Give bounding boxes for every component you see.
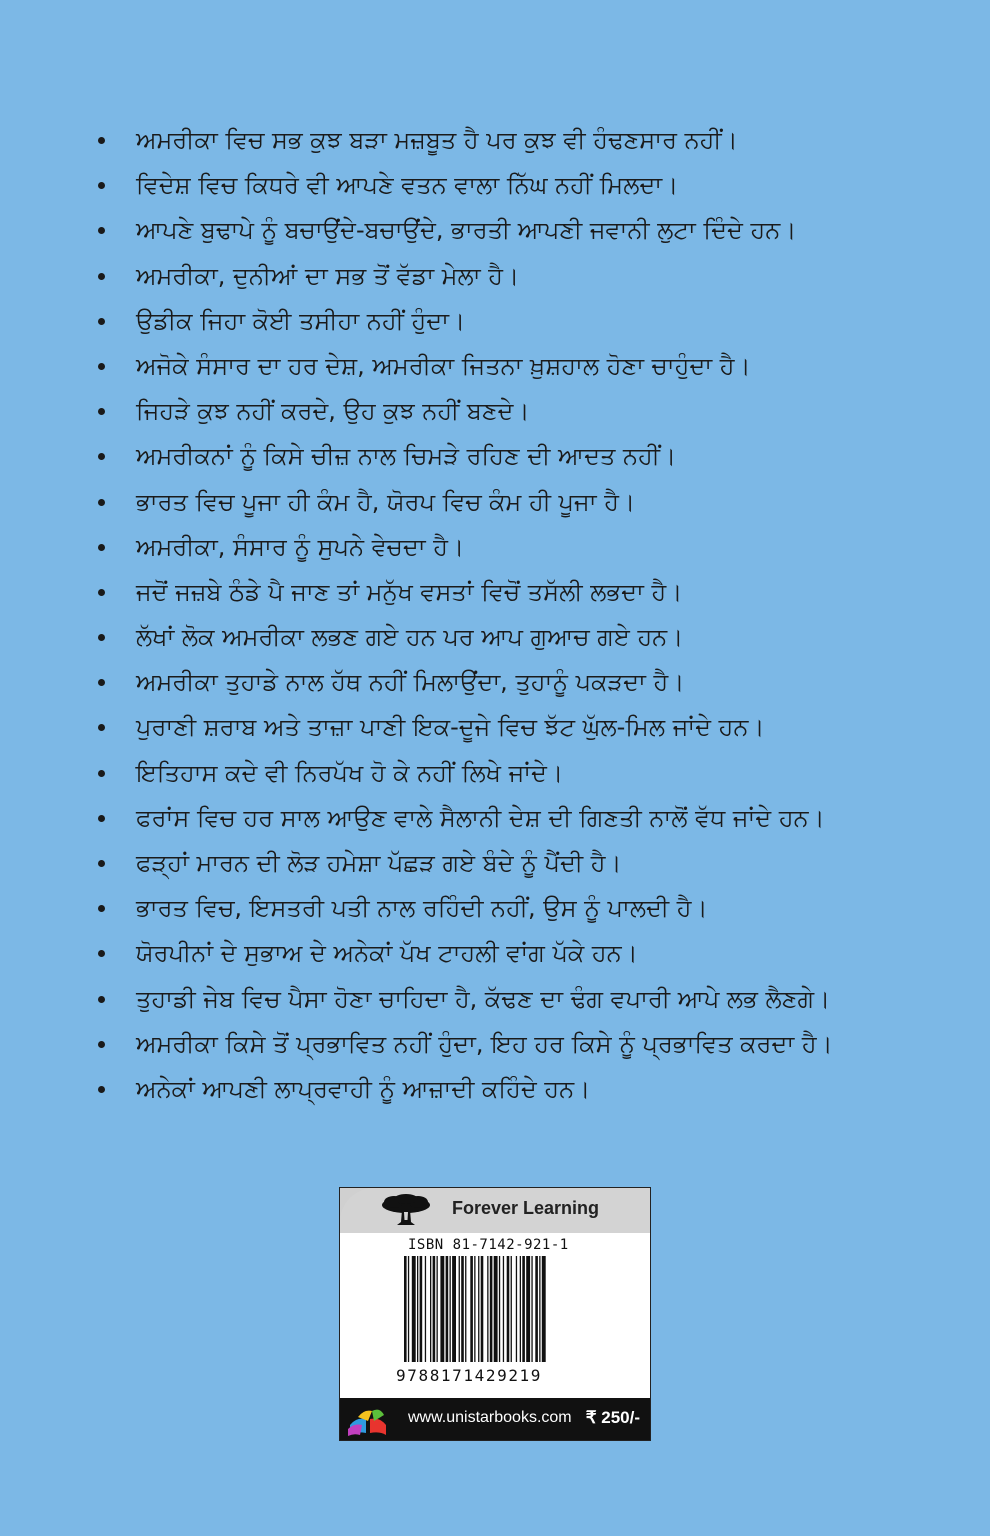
barcode-bar <box>412 1256 416 1362</box>
barcode-bar <box>417 1256 418 1362</box>
bullet-icon <box>98 770 105 777</box>
quote-item <box>98 434 958 479</box>
barcode-bar <box>511 1256 512 1362</box>
barcode-panel <box>339 1187 651 1441</box>
barcode-bar <box>474 1256 475 1362</box>
quote-text: ਯੋਰਪੀਨਾਂ ਦੇ ਸੁਭਾਅ ਦੇ ਅਨੇਕਾਂ ਪੱਖ ਟਾਹਲੀ ਵਾਂਗ ਪੱਕੇ ਹਨ। <box>136 939 638 968</box>
bullet-icon <box>98 499 105 506</box>
quote-item <box>98 886 958 931</box>
quote-text: ਫਰਾਂਸ ਵਿਚ ਹਰ ਸਾਲ ਆਉਣ ਵਾਲੇ ਸੈਲਾਨੀ ਦੇਸ਼ ਦੀ ਗਿਣਤੀ ਨਾਲੋਂ ਵੱਧ ਜਾਂਦੇ ਹਨ। <box>136 803 825 832</box>
quote-text: ਅਨੇਕਾਂ ਆਪਣੀ ਲਾਪ੍ਰਵਾਹੀ ਨੂੰ ਆਜ਼ਾਦੀ ਕਹਿੰਦੇ ਹਨ। <box>136 1074 591 1103</box>
bullet-icon <box>98 408 105 415</box>
isbn-label: ISBN 81-7142-921-1 <box>408 1237 569 1253</box>
barcode-bar <box>487 1256 488 1362</box>
bullet-icon <box>98 182 105 189</box>
bullet-icon <box>98 1041 105 1048</box>
quote-item <box>98 796 958 841</box>
quote-text: ਇਤਿਹਾਸ ਕਦੇ ਵੀ ਨਿਰਪੱਖ ਹੋ ਕੇ ਨਹੀਂ ਲਿਖੇ ਜਾਂਦੇ। <box>136 758 564 787</box>
quote-text: ਤੁਹਾਡੀ ਜੇਬ ਵਿਚ ਪੈਸਾ ਹੋਣਾ ਚਾਹਿਦਾ ਹੈ, ਕੱਢਣ ਦਾ ਢੰਗ ਵਪਾਰੀ ਆਪੇ ਲਭ ਲੈਣਗੇ। <box>136 984 831 1013</box>
barcode-bar <box>516 1256 517 1362</box>
bullet-icon <box>98 1086 105 1093</box>
bullet-icon <box>98 634 105 641</box>
barcode-bar <box>499 1256 500 1362</box>
tree-icon <box>380 1194 432 1228</box>
barcode-bar <box>520 1256 521 1362</box>
quote-text: ਅਮਰੀਕਾ, ਸੰਸਾਰ ਨੂੰ ਸੁਪਨੇ ਵੇਚਦਾ ਹੈ। <box>136 532 465 561</box>
barcode-bar <box>507 1256 510 1362</box>
quote-text: ਅਮਰੀਕਾ ਤੁਹਾਡੇ ਨਾਲ ਹੱਥ ਨਹੀਂ ਮਿਲਾਉਂਦਾ, ਤੁਹਾਨੂੰ ਪਕੜਦਾ ਹੈ। <box>136 668 685 697</box>
quote-item <box>98 254 958 299</box>
quote-text: ਅਜੋਕੇ ਸੰਸਾਰ ਦਾ ਹਰ ਦੇਸ਼, ਅਮਰੀਕਾ ਜਿਤਨਾ ਖ਼ੁਸ਼ਹਾਲ ਹੋਣਾ ਚਾਹੁੰਦਾ ਹੈ। <box>136 351 751 380</box>
bullet-icon <box>98 544 105 551</box>
quote-item <box>98 344 958 389</box>
panel-footer <box>340 1398 650 1440</box>
quote-text: ਭਾਰਤ ਵਿਚ, ਇਸਤਰੀ ਪਤੀ ਨਾਲ ਰਹਿੰਦੀ ਨਹੀਂ, ਉਸ ਨੂੰ ਪਾਲਦੀ ਹੈ। <box>136 894 708 923</box>
barcode-bars <box>404 1256 584 1366</box>
bullet-icon <box>98 679 105 686</box>
barcode-bar <box>425 1256 426 1362</box>
bullet-icon <box>98 905 105 912</box>
barcode-bar <box>440 1256 444 1362</box>
quote-item <box>98 570 958 615</box>
quote-text: ਉਡੀਕ ਜਿਹਾ ਕੋਈ ਤਸੀਹਾ ਨਹੀਂ ਹੁੰਦਾ। <box>136 306 466 335</box>
ean-number: 9788171429219 <box>396 1366 543 1385</box>
quote-text: ਅਮਰੀਕਨਾਂ ਨੂੰ ਕਿਸੇ ਚੀਜ਼ ਨਾਲ ਚਿਮੜੇ ਰਹਿਣ ਦੀ ਆਦਤ ਨਹੀਂ। <box>136 442 677 471</box>
barcode-bar <box>542 1256 546 1362</box>
bullet-icon <box>98 363 105 370</box>
barcode-bar <box>470 1256 473 1362</box>
quote-text: ਪੁਰਾਣੀ ਸ਼ਰਾਬ ਅਤੇ ਤਾਜ਼ਾ ਪਾਣੀ ਇਕ-ਦੂਜੇ ਵਿਚ ਝੱਟ ਘੁੱਲ-ਮਿਲ ਜਾਂਦੇ ਹਨ। <box>136 713 765 742</box>
quote-text: ਅਮਰੀਕਾ ਵਿਚ ਸਭ ਕੁਝ ਬੜਾ ਮਜ਼ਬੂਤ ਹੈ ਪਰ ਕੁਝ ਵੀ ਹੰਢਣਸਾਰ ਨਹੀਂ। <box>136 126 738 154</box>
quote-item <box>98 525 958 570</box>
quote-item <box>98 480 958 525</box>
barcode-bar <box>404 1256 407 1362</box>
quote-text: ਲੱਖਾਂ ਲੋਕ ਅਮਰੀਕਾ ਲਭਣ ਗਏ ਹਨ ਪਰ ਆਪ ਗੁਆਚ ਗਏ ਹਨ। <box>136 623 684 652</box>
barcode-bar <box>535 1256 538 1362</box>
barcode-bar <box>539 1256 540 1362</box>
barcode-bar <box>437 1256 438 1362</box>
barcode-bar <box>526 1256 530 1362</box>
barcode-bar <box>478 1256 479 1362</box>
quote-item <box>98 841 958 886</box>
quote-text: ਵਿਦੇਸ਼ ਵਿਚ ਕਿਧਰੇ ਵੀ ਆਪਣੇ ਵਤਨ ਵਾਲਾ ਨਿੱਘ ਨਹੀਂ ਮਿਲਦਾ। <box>136 171 679 200</box>
quote-item <box>98 615 958 660</box>
bullet-icon <box>98 589 105 596</box>
barcode-bar <box>494 1256 498 1362</box>
quote-text: ਫੜ੍ਹਾਂ ਮਾਰਨ ਦੀ ਲੋੜ ਹਮੇਸ਼ਾ ਪੱਛੜ ਗਏ ਬੰਦੇ ਨੂੰ ਪੈਂਦੀ ਹੈ। <box>136 849 622 877</box>
quote-item <box>98 751 958 796</box>
books-icon <box>344 1403 392 1437</box>
quote-item <box>98 705 958 750</box>
quote-text: ਭਾਰਤ ਵਿਚ ਪੂਜਾ ਹੀ ਕੰਮ ਹੈ, ਯੋਰਪ ਵਿਚ ਕੰਮ ਹੀ ਪੂਜਾ ਹੈ। <box>136 487 636 516</box>
quote-item <box>98 931 958 976</box>
quote-item <box>98 163 958 208</box>
quote-text: ਜਦੋਂ ਜਜ਼ਬੇ ਠੰਡੇ ਪੈ ਜਾਣ ਤਾਂ ਮਨੁੱਖ ਵਸਤਾਂ ਵਿਚੋਂ ਤਸੱਲੀ ਲਭਦਾ ਹੈ। <box>136 577 683 606</box>
barcode-bar <box>503 1256 504 1362</box>
quote-item <box>98 389 958 434</box>
bullet-icon <box>98 996 105 1003</box>
barcode-bar <box>461 1256 464 1362</box>
barcode-bar <box>522 1256 525 1362</box>
barcode-bar <box>452 1256 456 1362</box>
bullet-icon <box>98 318 105 325</box>
bullet-icon <box>98 273 105 280</box>
quote-item <box>98 208 958 253</box>
brand-label: Forever Learning <box>452 1198 600 1218</box>
bullet-icon <box>98 724 105 731</box>
quote-item <box>98 1067 958 1112</box>
barcode-bar <box>420 1256 423 1362</box>
barcode-bar <box>430 1256 431 1362</box>
quote-text: ਆਪਣੇ ਬੁਢਾਪੇ ਨੂੰ ਬਚਾਉਂਦੇ-ਬਚਾਉਂਦੇ, ਭਾਰਤੀ ਆਪਣੀ ਜਵਾਨੀ ਲੁਟਾ ਦਿੰਦੇ ਹਨ। <box>136 216 797 245</box>
quote-text: ਜਿਹੜੇ ਕੁਝ ਨਹੀਂ ਕਰਦੇ, ਉਹ ਕੁਝ ਨਹੀਂ ਬਣਦੇ। <box>136 397 530 426</box>
quote-item <box>98 977 958 1022</box>
quote-item <box>98 118 958 163</box>
barcode-bar <box>450 1256 451 1362</box>
bullet-icon <box>98 227 105 234</box>
barcode-bar <box>490 1256 493 1362</box>
barcode-bar <box>465 1256 466 1362</box>
barcode-bar <box>446 1256 449 1362</box>
barcode-bar <box>433 1256 436 1362</box>
bullet-icon <box>98 137 105 144</box>
quote-list <box>98 118 958 1112</box>
barcode-bar <box>459 1256 460 1362</box>
quote-item <box>98 299 958 344</box>
bullet-icon <box>98 453 105 460</box>
barcode-bar <box>481 1256 484 1362</box>
price-label: ₹ 250/- <box>585 1408 640 1427</box>
bullet-icon <box>98 860 105 867</box>
bullet-icon <box>98 815 105 822</box>
website-url: www.unistarbooks.com <box>408 1409 572 1426</box>
quote-item <box>98 1022 958 1067</box>
barcode-bar <box>531 1256 532 1362</box>
quote-item <box>98 660 958 705</box>
quote-text: ਅਮਰੀਕਾ, ਦੁਨੀਆਂ ਦਾ ਸਭ ਤੋਂ ਵੱਡਾ ਮੇਲਾ ਹੈ। <box>136 261 520 290</box>
bullet-icon <box>98 950 105 957</box>
quote-text: ਅਮਰੀਕਾ ਕਿਸੇ ਤੋਂ ਪ੍ਰਭਾਵਿਤ ਨਹੀਂ ਹੁੰਦਾ, ਇਹ ਹਰ ਕਿਸੇ ਨੂੰ ਪ੍ਰਭਾਵਿਤ ਕਰਦਾ ਹੈ। <box>136 1029 833 1058</box>
barcode-bar <box>408 1256 409 1362</box>
